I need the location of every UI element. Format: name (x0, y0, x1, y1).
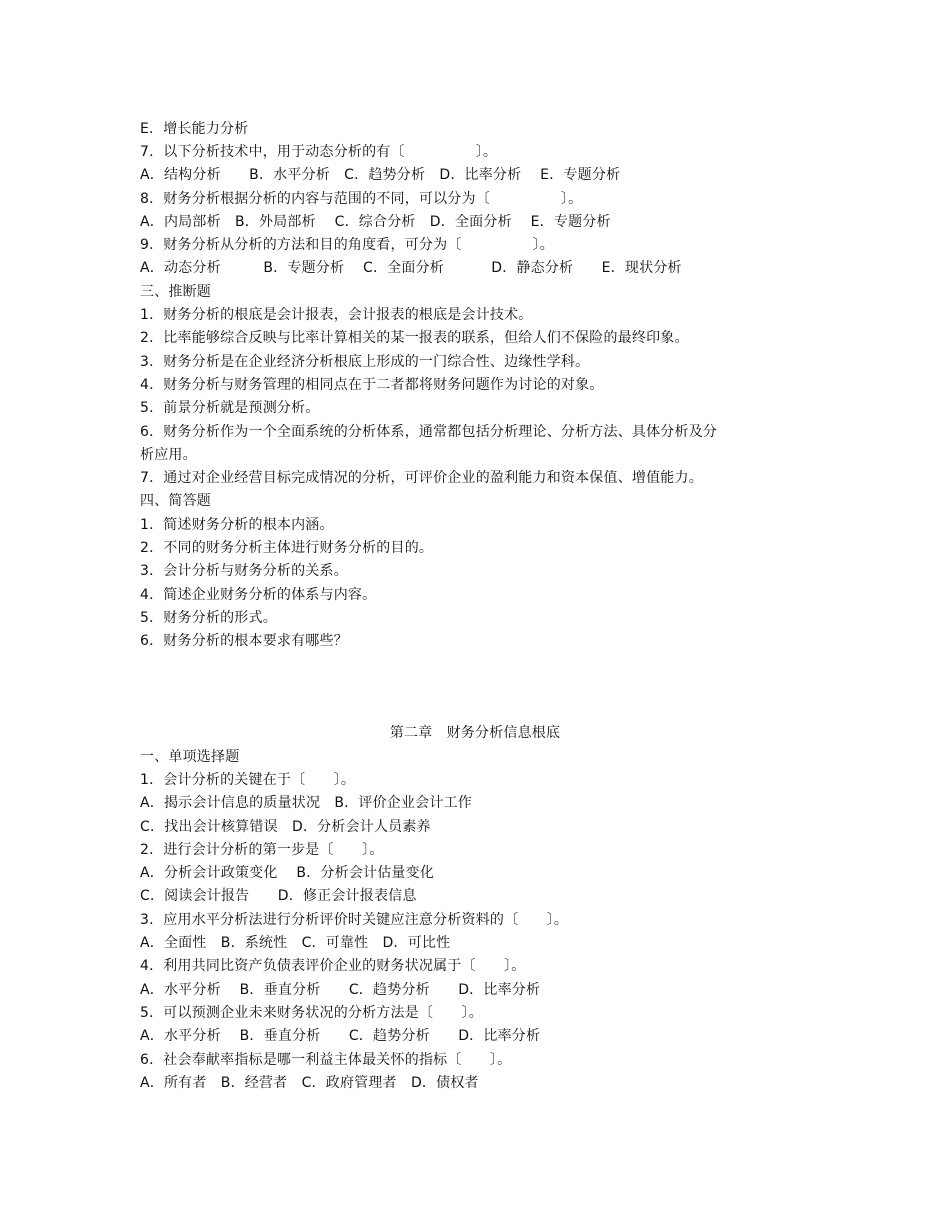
text-line: 1．会计分析的关键在于〔 〕。 (140, 772, 356, 788)
text-line: 析应用。 (140, 447, 197, 463)
text-line: 3．财务分析是在企业经济分析根底上形成的一门综合性、边缘性学科。 (140, 354, 590, 370)
section-heading: 三、推断题 (140, 284, 211, 300)
text-line: A．水平分析 B．垂直分析 C．趋势分析 D．比率分析 (140, 982, 541, 998)
text-line: 5．财务分析的形式。 (140, 610, 277, 626)
text-line: A．所有者 B．经营者 C．政府管理者 D．债权者 (140, 1075, 479, 1091)
text-line: A．动态分析 B．专题分析 C．全面分析 D．静态分析 E．现状分析 (140, 260, 682, 276)
text-line: 4．简述企业财务分析的体系与内容。 (140, 587, 377, 603)
text-line: E．增长能力分析 (140, 121, 249, 137)
text-line: 4．利用共同比资产负债表评价企业的财务状况属于〔 〕。 (140, 958, 526, 974)
text-line: 9．财务分析从分析的方法和目的角度看，可分为〔 〕。 (140, 237, 554, 253)
text-line: 2．不同的财务分析主体进行财务分析的目的。 (140, 540, 434, 556)
text-line: 6．财务分析的根本要求有哪些？ (140, 633, 348, 649)
text-line: A．全面性 B．系统性 C．可靠性 D．可比性 (140, 935, 451, 951)
text-line: 3．应用水平分析法进行分析评价时关键应注意分析资料的〔 〕。 (140, 912, 569, 928)
text-line: C．找出会计核算错误 D．分析会计人员素养 (140, 819, 431, 835)
section-heading: 一、单项选择题 (140, 749, 240, 765)
text-line: A．分析会计政策变化 B．分析会计估量变化 (140, 865, 435, 881)
text-line: A．结构分析 B．水平分析 C．趋势分析 D．比率分析 E．专题分析 (140, 167, 621, 183)
text-line: 7．通过对企业经营目标完成情况的分析，可评价企业的盈利能力和资本保值、增值能力。 (140, 470, 703, 486)
text-line: 5．前景分析就是预测分析。 (140, 400, 320, 416)
text-line: A．内局部析 B．外局部析 C．综合分析 D．全面分析 E．专题分析 (140, 214, 611, 230)
text-line: 4．财务分析与财务管理的相同点在于二者都将财务问题作为讨论的对象。 (140, 377, 604, 393)
chapter-title: 第二章 财务分析信息根底 (389, 725, 561, 741)
text-line: 2．进行会计分析的第一步是〔 〕。 (140, 842, 384, 858)
text-line: 7．以下分析技术中，用于动态分析的有〔 〕。 (140, 144, 498, 160)
text-line: A．水平分析 B．垂直分析 C．趋势分析 D．比率分析 (140, 1028, 541, 1044)
text-line: 2．比率能够综合反映与比率计算相关的某一报表的联系，但给人们不保险的最终印象。 (140, 330, 689, 346)
text-line: 6．财务分析作为一个全面系统的分析体系，通常都包括分析理论、分析方法、具体分析及分 (140, 424, 718, 440)
text-line: 1．简述财务分析的根本内涵。 (140, 517, 334, 533)
text-line: 5．可以预测企业未来财务状况的分析方法是〔 〕。 (140, 1005, 483, 1021)
text-line: 6．社会奉献率指标是哪一利益主体最关怀的指标〔 〕。 (140, 1052, 512, 1068)
text-line: 1．财务分析的根底是会计报表，会计报表的根底是会计技术。 (140, 307, 533, 323)
text-line: C．阅读会计报告 D．修正会计报表信息 (140, 888, 417, 904)
text-line: 8．财务分析根据分析的内容与范围的不同，可以分为〔 〕。 (140, 191, 583, 207)
text-line: 3．会计分析与财务分析的关系。 (140, 563, 348, 579)
section-heading: 四、简答题 (140, 493, 211, 509)
text-line: A．揭示会计信息的质量状况 B．评价企业会计工作 (140, 795, 472, 811)
